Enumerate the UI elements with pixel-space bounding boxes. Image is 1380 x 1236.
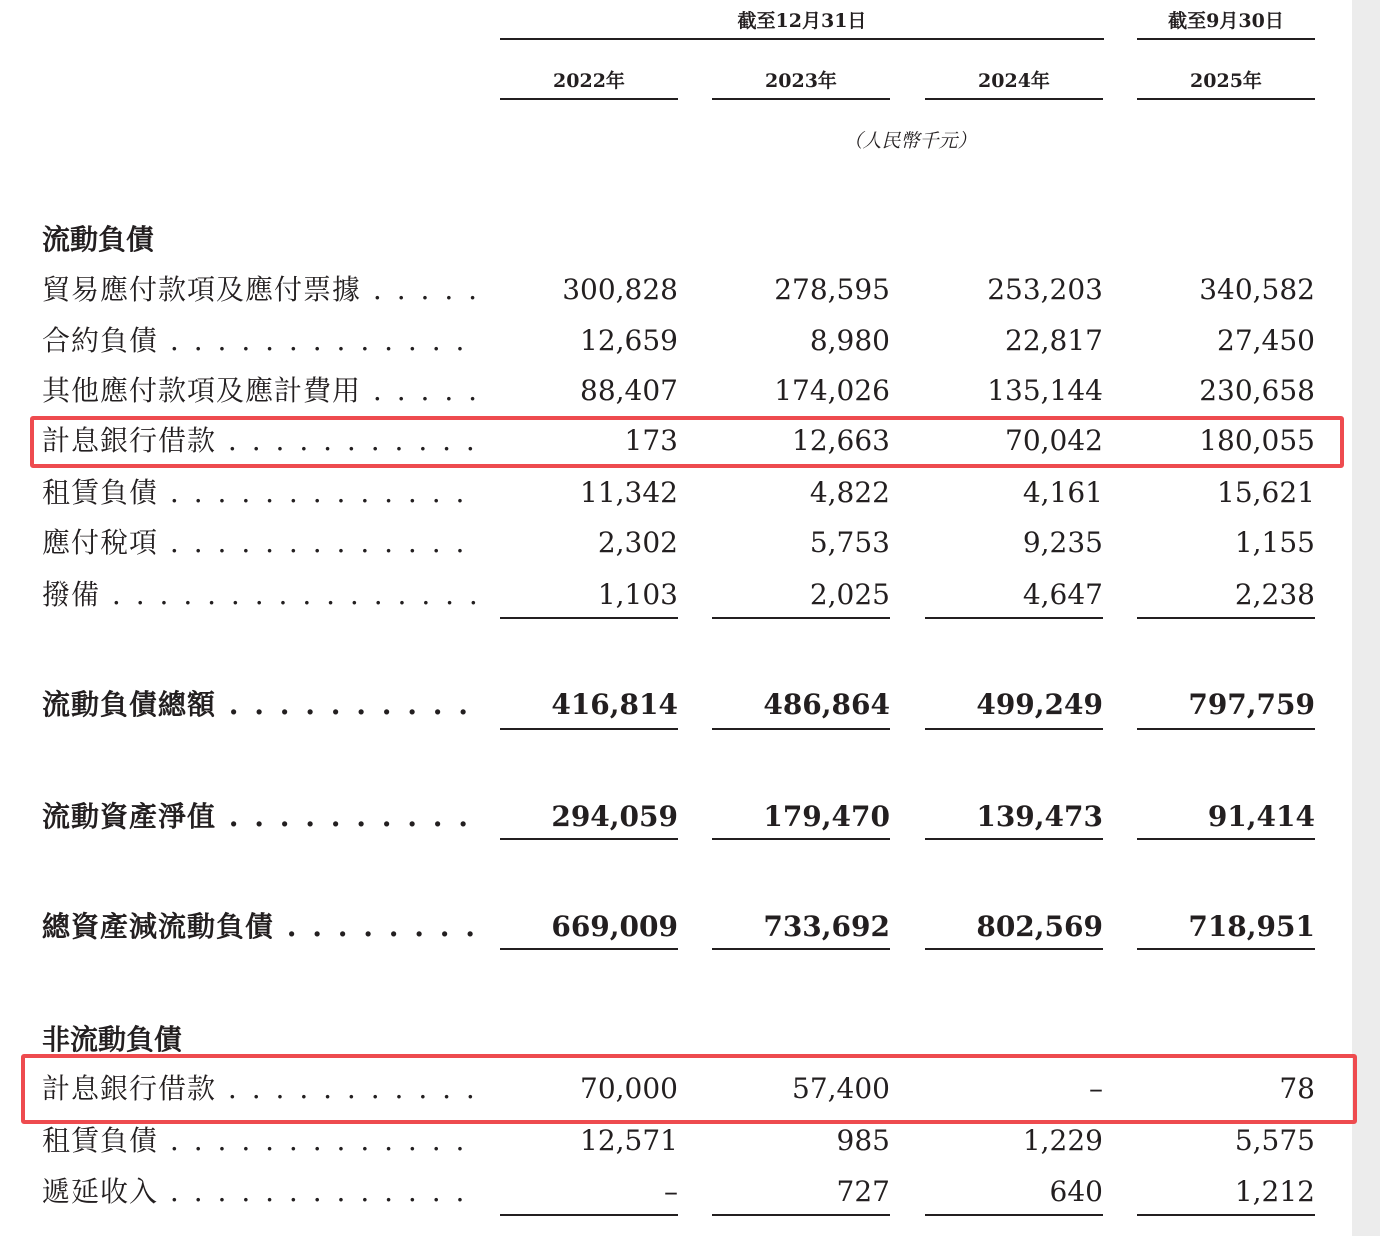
row-label: 流動負債總額 . . . <box>42 683 482 727</box>
header-rule <box>1137 38 1315 40</box>
subtotal-rule <box>712 617 890 619</box>
cell-2022: 173 <box>624 424 678 457</box>
row-label: 遞延收入 . . . <box>42 1170 482 1214</box>
year-header: 2023年 <box>765 70 837 92</box>
cell-2023: 733,692 <box>763 910 890 943</box>
table-row <box>0 1170 1380 1214</box>
total-rule <box>1137 838 1315 840</box>
cell-2022: 416,814 <box>551 688 678 721</box>
cell-2022: 70,000 <box>580 1072 678 1105</box>
subtotal-rule <box>500 1214 678 1216</box>
cell-2024: 9,235 <box>1022 526 1103 559</box>
year-rule <box>712 98 890 100</box>
row-label: 計息銀行借款 . . . <box>42 1067 482 1111</box>
cell-2023: 8,980 <box>809 324 890 357</box>
cell-2025: 91,414 <box>1207 800 1315 833</box>
cell-2023: 727 <box>836 1175 890 1208</box>
table-row-total <box>0 795 1380 839</box>
cell-2024: 640 <box>1049 1175 1103 1208</box>
cell-2023: 174,026 <box>774 374 890 407</box>
row-label: 應付稅項 . . . <box>42 521 482 565</box>
cell-2023: 486,864 <box>763 688 890 721</box>
highlight-box <box>21 1054 1357 1124</box>
cell-2023: 2,025 <box>809 578 890 611</box>
total-rule <box>1137 948 1315 950</box>
page-edge <box>1352 0 1380 1236</box>
cell-2024: 4,161 <box>1022 476 1103 509</box>
cell-2023: 985 <box>836 1124 890 1157</box>
cell-2025: 1,155 <box>1234 526 1315 559</box>
cell-2022: 12,659 <box>580 324 678 357</box>
cell-2023: 12,663 <box>792 424 890 457</box>
cell-2022: 88,407 <box>580 374 678 407</box>
cell-2025: 797,759 <box>1188 688 1315 721</box>
subtotal-rule <box>925 617 1103 619</box>
cell-2025: 230,658 <box>1199 374 1315 407</box>
cell-2025: 78 <box>1279 1072 1315 1105</box>
table-row <box>0 1119 1380 1163</box>
row-label: 計息銀行借款 . . . <box>42 419 482 463</box>
cell-2022: 294,059 <box>551 800 678 833</box>
total-rule <box>712 948 890 950</box>
cell-2024: 499,249 <box>976 688 1103 721</box>
table-row <box>0 369 1380 413</box>
table-row-total <box>0 905 1380 949</box>
subtotal-rule <box>925 1214 1103 1216</box>
year-rule <box>1137 98 1315 100</box>
cell-2024: 70,042 <box>1005 424 1103 457</box>
cell-2024: 802,569 <box>976 910 1103 943</box>
year-header: 2022年 <box>553 70 625 92</box>
total-rule <box>500 728 678 730</box>
table-row <box>0 521 1380 565</box>
table-row <box>0 573 1380 617</box>
total-rule <box>925 838 1103 840</box>
cell-2025: 1,212 <box>1234 1175 1315 1208</box>
cell-2023: 179,470 <box>763 800 890 833</box>
total-rule <box>1137 728 1315 730</box>
row-label: 撥備 . . . <box>42 573 482 617</box>
cell-2022: 12,571 <box>580 1124 678 1157</box>
cell-2025: 15,621 <box>1217 476 1315 509</box>
cell-2024: 4,647 <box>1022 578 1103 611</box>
subtotal-rule <box>500 617 678 619</box>
row-label: 合約負債 . . . <box>42 319 482 363</box>
table-row <box>0 268 1380 312</box>
cell-2025: 718,951 <box>1188 910 1315 943</box>
cell-2022: 300,828 <box>562 273 678 306</box>
subtotal-rule <box>1137 1214 1315 1216</box>
total-rule <box>712 838 890 840</box>
table-row-total <box>0 683 1380 727</box>
cell-2025: 5,575 <box>1234 1124 1315 1157</box>
table-row <box>0 471 1380 515</box>
cell-2025: 27,450 <box>1217 324 1315 357</box>
header-group-dec: 截至12月31日 <box>737 10 867 32</box>
unit-label: （人民幣千元） <box>843 130 977 152</box>
cell-2024: 1,229 <box>1022 1124 1103 1157</box>
total-rule <box>925 728 1103 730</box>
total-rule <box>500 838 678 840</box>
row-label: 租賃負債 . . . <box>42 471 482 515</box>
cell-2022: 2,302 <box>597 526 678 559</box>
cell-2024: 22,817 <box>1005 324 1103 357</box>
year-rule <box>925 98 1103 100</box>
subtotal-rule <box>712 1214 890 1216</box>
row-label: 租賃負債 . . . <box>42 1119 482 1163</box>
cell-2024: 135,144 <box>987 374 1103 407</box>
cell-2023: 4,822 <box>809 476 890 509</box>
row-label: 其他應付款項及應計費用 . . . <box>42 369 482 413</box>
cell-2022: 669,009 <box>551 910 678 943</box>
total-rule <box>925 948 1103 950</box>
total-rule <box>500 948 678 950</box>
cell-2024: – <box>1089 1072 1103 1105</box>
cell-2025: 340,582 <box>1199 273 1315 306</box>
section-title-noncurrent: 非流動負債 <box>42 1023 183 1056</box>
highlight-box <box>30 416 1344 468</box>
cell-2022: – <box>664 1175 678 1208</box>
table-row <box>0 319 1380 363</box>
year-header: 2024年 <box>978 70 1050 92</box>
subtotal-rule <box>1137 617 1315 619</box>
year-rule <box>500 98 678 100</box>
cell-2024: 139,473 <box>976 800 1103 833</box>
cell-2025: 180,055 <box>1199 424 1315 457</box>
section-title-current: 流動負債 <box>42 223 155 256</box>
cell-2022: 11,342 <box>580 476 678 509</box>
cell-2025: 2,238 <box>1234 578 1315 611</box>
row-label: 流動資產淨值 . . . <box>42 795 482 839</box>
row-label: 貿易應付款項及應付票據 . . . <box>42 268 482 312</box>
total-rule <box>712 728 890 730</box>
cell-2023: 57,400 <box>792 1072 890 1105</box>
header-group-sep: 截至9月30日 <box>1168 10 1284 32</box>
cell-2023: 5,753 <box>809 526 890 559</box>
cell-2023: 278,595 <box>774 273 890 306</box>
cell-2022: 1,103 <box>597 578 678 611</box>
row-label: 總資產減流動負債 . . . <box>42 905 482 949</box>
year-header: 2025年 <box>1190 70 1262 92</box>
header-rule <box>500 38 1104 40</box>
cell-2024: 253,203 <box>987 273 1103 306</box>
